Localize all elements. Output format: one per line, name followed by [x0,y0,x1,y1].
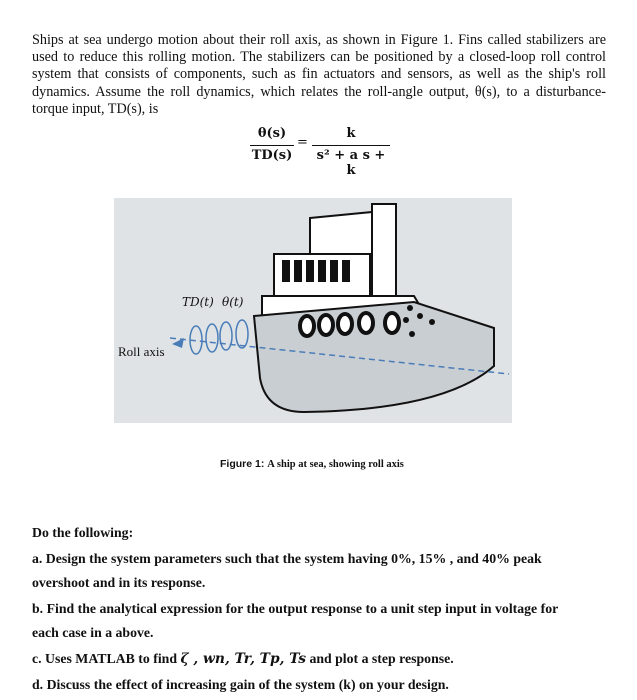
task-b-line1: b. Find the analytical expression for the output response to a unit step input in voltage for [32,601,559,616]
equals-sign: = [297,135,308,150]
label-theta: θ(t) [222,295,244,309]
figure-caption-text: A ship at sea, showing roll axis [267,459,404,470]
lhs-numerator: θ(s) [257,126,287,141]
rhs-fraction-bar [312,145,390,146]
lhs-fraction-bar [250,145,294,146]
rhs-denominator: s² + a s + k [316,148,386,178]
roll-axis-arrowhead [172,338,184,348]
task-a-line1: a. Design the system parameters such that the system having 0%, 15% , and 40% peak [32,551,542,566]
figure-caption [220,458,404,470]
transfer-function-equation [250,126,390,178]
task-c-prefix: c. Uses MATLAB to find [32,651,177,666]
task-c-symbols: ζ , wn, Tr, Tp, Ts [180,651,306,667]
ship-illustration [114,198,512,423]
ship-figure [114,198,512,423]
task-b-line2: each case in a above. [32,625,154,640]
roll-rotation-arrows [190,320,248,354]
label-roll-axis: Roll axis [118,344,165,359]
task-d: d. Discuss the effect of increasing gain of the system (k) on your design. [32,677,449,692]
figure-caption-label: Figure 1: [220,458,265,470]
smokestack-rear [372,204,396,306]
task-c [32,651,454,667]
lhs-denominator: TD(s) [251,148,293,163]
task-c-suffix: and plot a step response. [309,651,454,666]
label-td: TD(t) [182,295,214,309]
task-a-line2: overshoot and in its response. [32,575,206,590]
problem-intro-paragraph: Ships at sea undergo motion about their roll axis, as shown in Figure 1. Fins called stabilizers are used to reduce this rolling motion. The stabilizers can be positioned by a closed-loop roll control system that consists of components, such as fin actuators and sensors, as well as the ship's roll dynamics. Assume the roll dynamics, which relates the roll-angle output, θ(s), to a disturbance-torque input, TD(s), is [32,32,606,117]
task-heading: Do the following: [32,525,134,540]
rhs-numerator: k [346,126,356,141]
